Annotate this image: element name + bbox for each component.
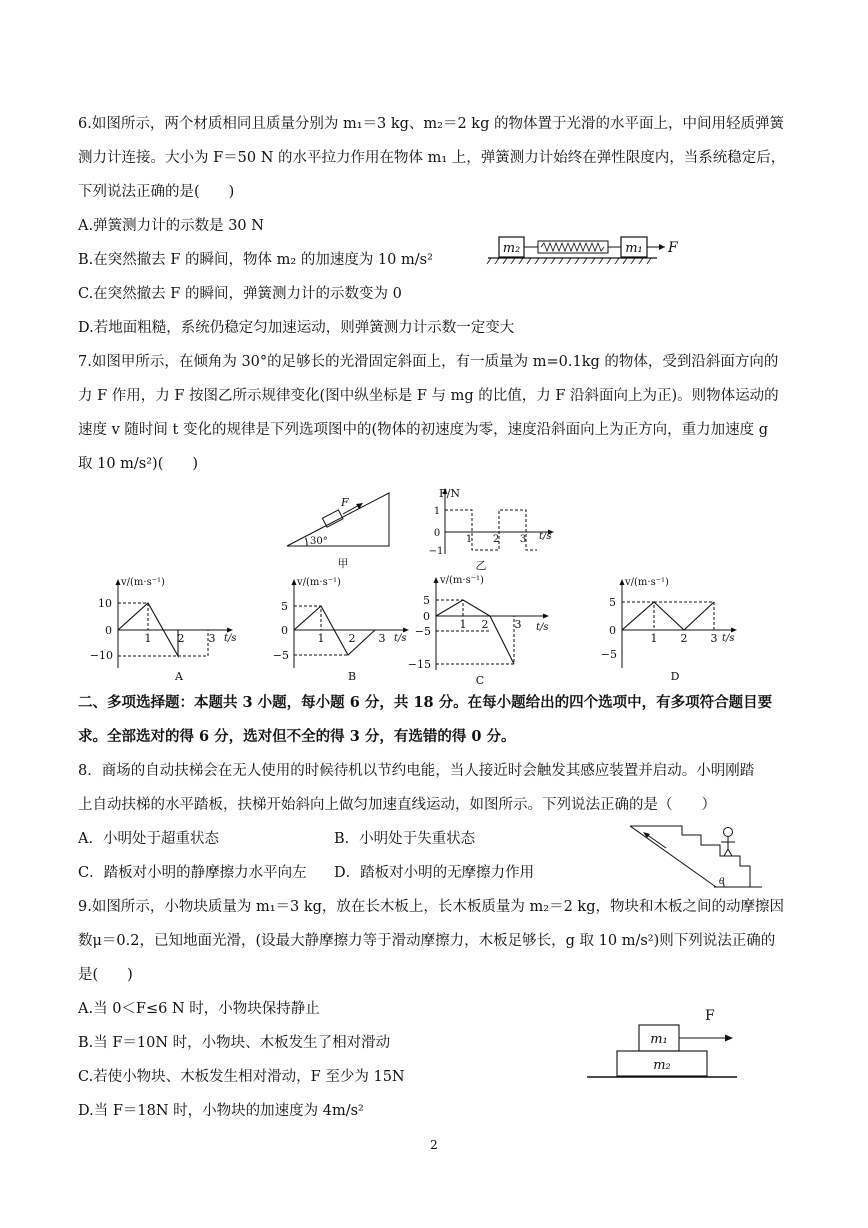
page-number: 2 xyxy=(430,1138,438,1152)
q7-option-graph-c xyxy=(400,570,570,686)
q6-force-label: F xyxy=(668,240,678,256)
q7-yi-t3: 3 xyxy=(519,534,527,545)
section-2-heading-line-2: 求。全部选对的得 6 分，选对但不全的得 3 分，有选错的得 0 分。 xyxy=(78,728,516,745)
graph-c-t1: 1 xyxy=(459,618,467,631)
q7-yi-tlabel: t/s xyxy=(539,531,552,542)
q7-yi-t1: 1 xyxy=(465,534,473,545)
graph-a-tick: −10 xyxy=(89,649,113,662)
graph-b-letter: B xyxy=(347,670,357,683)
graph-a-tlabel: t/s xyxy=(224,633,237,644)
q7-force-time-graph xyxy=(425,484,560,574)
q7-incline-figure xyxy=(283,490,408,570)
graph-d-tick: 5 xyxy=(609,596,616,609)
q7-stem-line-2: 力 F 作用，力 F 按图乙所示规律变化(图中纵坐标是 F 与 mg 的比值，力 F 沿斜面向上为正)。则物体运动的 xyxy=(78,388,779,404)
graph-d-t3: 3 xyxy=(710,632,718,645)
q6-option-a: A.弹簧测力计的示数是 30 N xyxy=(78,218,264,234)
graph-d-tick: 0 xyxy=(609,624,616,637)
q6-stem-line-1: 6.如图所示，两个材质相同且质量分别为 m₁＝3 kg、m₂＝2 kg 的物体置于光滑的水平面上，中间用轻质弹簧 xyxy=(78,116,784,132)
graph-d-t2: 2 xyxy=(680,632,688,645)
q6-stem-line-3: 下列说法正确的是( ) xyxy=(78,184,235,200)
q9-option-b: B.当 F＝10N 时，小物块、木板发生了相对滑动 xyxy=(78,1035,391,1051)
graph-c-t3: 3 xyxy=(514,618,522,631)
q8-option-d: D．踏板对小明的无摩擦力作用 xyxy=(334,865,535,881)
graph-b-t3: 3 xyxy=(378,632,386,645)
q7-option-graph-d xyxy=(592,572,752,684)
q6-option-b: B.在突然撤去 F 的瞬间，物体 m₂ 的加速度为 10 m/s² xyxy=(78,252,433,268)
graph-b-t1: 1 xyxy=(317,632,325,645)
q8-theta-label: θ xyxy=(719,877,725,887)
q7-stem-line-4: 取 10 m/s²)( ) xyxy=(78,456,199,472)
q8-option-c: C．踏板对小明的静摩擦力水平向左 xyxy=(78,865,307,881)
q7-yi-tick-1: 1 xyxy=(433,506,441,517)
q7-stem-line-3: 速度 v 随时间 t 变化的规律是下列选项图中的(物体的初速度为零，速度沿斜面向上为正方向，重力加速度 g xyxy=(78,422,768,438)
graph-c-letter: C xyxy=(475,674,485,686)
graph-a-t2: 2 xyxy=(177,632,185,645)
q7-jia-caption: 甲 xyxy=(337,557,349,570)
q9-option-a: A.当 0＜F≤6 N 时，小物块保持静止 xyxy=(78,1001,320,1017)
q9-option-d: D.当 F＝18N 时，小物块的加速度为 4m/s² xyxy=(78,1103,364,1119)
graph-c-tick: 0 xyxy=(423,610,430,623)
q6-m1-label: m₁ xyxy=(625,241,643,256)
q9-m2-label: m₂ xyxy=(653,1058,671,1073)
section-2-heading-line-1: 二、多项选择题：本题共 3 小题，每小题 6 分，共 18 分。在每小题给出的四个选项中，有多项符合题目要 xyxy=(78,694,773,711)
graph-b-tlabel: t/s xyxy=(394,633,407,644)
graph-a-tick: 10 xyxy=(98,597,112,610)
q8-option-a: A．小明处于超重状态 xyxy=(78,831,219,847)
q6-spring-figure xyxy=(485,232,685,272)
graph-d-t1: 1 xyxy=(650,632,658,645)
graph-a-tick: 0 xyxy=(105,624,112,637)
graph-c-tlabel: t/s xyxy=(536,622,549,633)
graph-c-ylabel: v/(m·s⁻¹) xyxy=(440,575,484,586)
graph-a-t3: 3 xyxy=(208,632,216,645)
q9-block-board-figure xyxy=(585,1000,745,1082)
q7-yi-ylabel: F/N xyxy=(439,487,460,500)
graph-d-tlabel: t/s xyxy=(722,633,735,644)
q8-option-b: B．小明处于失重状态 xyxy=(334,831,476,847)
graph-a-ylabel: v/(m·s⁻¹) xyxy=(121,577,165,588)
graph-d-letter: D xyxy=(670,670,680,683)
graph-d-ylabel: v/(m·s⁻¹) xyxy=(625,577,669,588)
q9-option-c: C.若使小物块、木板发生相对滑动，F 至少为 15N xyxy=(78,1069,405,1085)
q6-m2-label: m₂ xyxy=(502,241,521,256)
graph-b-tick: −5 xyxy=(272,649,289,662)
q9-stem-line-1: 9.如图所示，小物块质量为 m₁＝3 kg，放在长木板上，长木板质量为 m₂＝2 kg，物块和木板之间的动摩擦因 xyxy=(78,899,784,915)
graph-a-t1: 1 xyxy=(144,632,152,645)
graph-b-tick: 0 xyxy=(281,624,288,637)
graph-b-tick: 5 xyxy=(281,600,288,613)
q9-m1-label: m₁ xyxy=(650,1032,668,1047)
graph-c-tick: −15 xyxy=(407,658,431,671)
q6-option-c: C.在突然撤去 F 的瞬间，弹簧测力计的示数变为 0 xyxy=(78,286,402,302)
q7-yi-tick-0: 0 xyxy=(433,528,441,539)
q7-yi-caption: 乙 xyxy=(475,559,487,572)
q7-yi-t2: 2 xyxy=(492,534,500,545)
q8-stem-line-2: 上自动扶梯的水平踏板，扶梯开始斜向上做匀加速直线运动，如图所示。下列说法正确的是（ ） xyxy=(78,797,716,813)
q9-force-label: F xyxy=(705,1008,715,1024)
q7-jia-force-label: F xyxy=(341,496,349,509)
q7-stem-line-1: 7.如图甲所示，在倾角为 30°的足够长的光滑固定斜面上，有一质量为 m=0.1kg 的物体，受到沿斜面方向的 xyxy=(78,354,779,370)
graph-a-letter: A xyxy=(175,670,183,683)
q9-stem-line-3: 是( ) xyxy=(78,967,133,983)
graph-d-tick: −5 xyxy=(600,648,617,661)
graph-c-tick: 5 xyxy=(423,594,430,607)
graph-b-t2: 2 xyxy=(348,632,356,645)
q7-option-graph-a xyxy=(88,572,248,684)
q9-stem-line-2: 数μ＝0.2，已知地面光滑，(设最大静摩擦力等于滑动摩擦力，木板足够长，g 取 10 m/s²)则下列说法正确的 xyxy=(78,933,776,949)
q7-yi-tick-m1: −1 xyxy=(428,546,444,557)
q6-stem-line-2: 测力计连接。大小为 F＝50 N 的水平拉力作用在物体 m₁ 上，弹簧测力计始终在弹性限度内，当系统稳定后， xyxy=(78,150,786,166)
graph-b-ylabel: v/(m·s⁻¹) xyxy=(297,577,341,588)
q8-escalator-figure xyxy=(628,820,766,890)
graph-c-tick: −5 xyxy=(414,625,431,638)
q7-jia-angle-label: 30° xyxy=(310,536,328,547)
q6-option-d: D.若地面粗糙，系统仍稳定匀加速运动，则弹簧测力计示数一定变大 xyxy=(78,320,515,336)
q8-stem-line-1: 8．商场的自动扶梯会在无人使用的时候待机以节约电能，当人接近时会触发其感应装置并启动。小明刚踏 xyxy=(78,763,755,779)
graph-c-t2: 2 xyxy=(481,618,489,631)
